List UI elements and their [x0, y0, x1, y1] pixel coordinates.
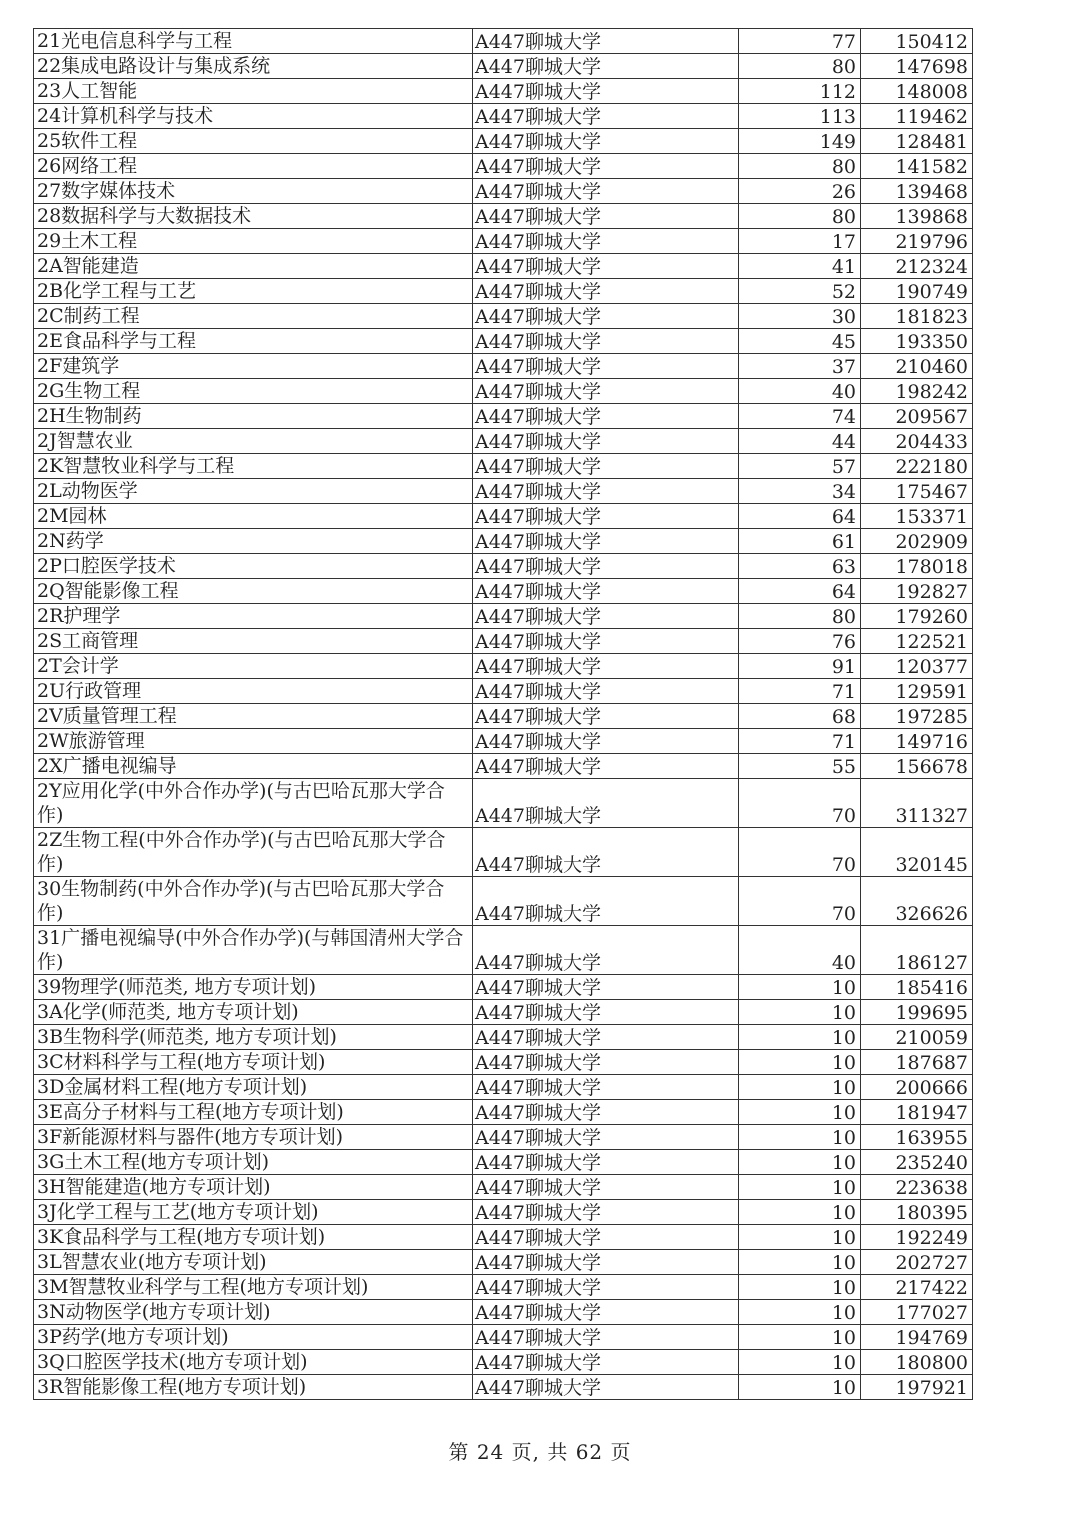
major-cell: 2Y应用化学(中外合作办学)(与古巴哈瓦那大学合作) — [34, 779, 473, 828]
min-rank-cell: 209567 — [861, 404, 973, 429]
plan-count-cell: 68 — [739, 704, 861, 729]
plan-count-cell: 10 — [739, 1200, 861, 1225]
major-cell: 3J化学工程与工艺(地方专项计划) — [34, 1200, 473, 1225]
min-rank-cell: 180800 — [861, 1350, 973, 1375]
min-rank-cell: 129591 — [861, 679, 973, 704]
min-rank-cell: 119462 — [861, 104, 973, 129]
min-rank-cell: 139468 — [861, 179, 973, 204]
plan-count-cell: 10 — [739, 1050, 861, 1075]
plan-count-cell: 44 — [739, 429, 861, 454]
major-cell: 28数据科学与大数据技术 — [34, 204, 473, 229]
school-cell: A447聊城大学 — [473, 1025, 739, 1050]
table-row — [34, 654, 973, 679]
plan-count-cell: 10 — [739, 1325, 861, 1350]
min-rank-cell: 193350 — [861, 329, 973, 354]
school-cell: A447聊城大学 — [473, 454, 739, 479]
min-rank-cell: 181823 — [861, 304, 973, 329]
min-rank-cell: 190749 — [861, 279, 973, 304]
plan-count-cell: 71 — [739, 679, 861, 704]
plan-count-cell: 63 — [739, 554, 861, 579]
table-row — [34, 1075, 973, 1100]
min-rank-cell: 180395 — [861, 1200, 973, 1225]
school-cell: A447聊城大学 — [473, 104, 739, 129]
major-cell: 2M园林 — [34, 504, 473, 529]
table-row — [34, 329, 973, 354]
min-rank-cell: 320145 — [861, 828, 973, 877]
min-rank-cell: 120377 — [861, 654, 973, 679]
plan-count-cell: 41 — [739, 254, 861, 279]
plan-count-cell: 76 — [739, 629, 861, 654]
school-cell: A447聊城大学 — [473, 1000, 739, 1025]
major-cell: 2G生物工程 — [34, 379, 473, 404]
major-cell: 2V质量管理工程 — [34, 704, 473, 729]
school-cell: A447聊城大学 — [473, 679, 739, 704]
plan-count-cell: 55 — [739, 754, 861, 779]
major-cell: 3K食品科学与工程(地方专项计划) — [34, 1225, 473, 1250]
school-cell: A447聊城大学 — [473, 629, 739, 654]
school-cell: A447聊城大学 — [473, 379, 739, 404]
table-row — [34, 1175, 973, 1200]
table-row — [34, 529, 973, 554]
table-row — [34, 1150, 973, 1175]
min-rank-cell: 200666 — [861, 1075, 973, 1100]
table-row — [34, 975, 973, 1000]
min-rank-cell: 149716 — [861, 729, 973, 754]
table-row — [34, 779, 973, 828]
plan-count-cell: 40 — [739, 379, 861, 404]
table-row — [34, 154, 973, 179]
table-row — [34, 1125, 973, 1150]
min-rank-cell: 177027 — [861, 1300, 973, 1325]
plan-count-cell: 80 — [739, 54, 861, 79]
school-cell: A447聊城大学 — [473, 828, 739, 877]
school-cell: A447聊城大学 — [473, 354, 739, 379]
table-row — [34, 704, 973, 729]
min-rank-cell: 204433 — [861, 429, 973, 454]
plan-count-cell: 61 — [739, 529, 861, 554]
table-row — [34, 828, 973, 877]
table-row — [34, 404, 973, 429]
min-rank-cell: 311327 — [861, 779, 973, 828]
min-rank-cell: 150412 — [861, 29, 973, 54]
school-cell: A447聊城大学 — [473, 1350, 739, 1375]
table-row — [34, 1200, 973, 1225]
min-rank-cell: 147698 — [861, 54, 973, 79]
plan-count-cell: 80 — [739, 604, 861, 629]
major-cell: 2Q智能影像工程 — [34, 579, 473, 604]
plan-count-cell: 10 — [739, 1075, 861, 1100]
school-cell: A447聊城大学 — [473, 54, 739, 79]
school-cell: A447聊城大学 — [473, 179, 739, 204]
plan-count-cell: 10 — [739, 1025, 861, 1050]
plan-count-cell: 77 — [739, 29, 861, 54]
plan-count-cell: 113 — [739, 104, 861, 129]
plan-count-cell: 80 — [739, 154, 861, 179]
table-row — [34, 1350, 973, 1375]
min-rank-cell: 139868 — [861, 204, 973, 229]
table-row — [34, 579, 973, 604]
min-rank-cell: 187687 — [861, 1050, 973, 1075]
min-rank-cell: 163955 — [861, 1125, 973, 1150]
major-cell: 2J智慧农业 — [34, 429, 473, 454]
school-cell: A447聊城大学 — [473, 1250, 739, 1275]
min-rank-cell: 202727 — [861, 1250, 973, 1275]
admission-table — [33, 28, 973, 1400]
school-cell: A447聊城大学 — [473, 304, 739, 329]
table-row — [34, 304, 973, 329]
major-cell: 2L动物医学 — [34, 479, 473, 504]
min-rank-cell: 192249 — [861, 1225, 973, 1250]
plan-count-cell: 10 — [739, 1375, 861, 1400]
table-row — [34, 1050, 973, 1075]
school-cell: A447聊城大学 — [473, 79, 739, 104]
major-cell: 2U行政管理 — [34, 679, 473, 704]
plan-count-cell: 80 — [739, 204, 861, 229]
table-row — [34, 504, 973, 529]
min-rank-cell: 153371 — [861, 504, 973, 529]
school-cell: A447聊城大学 — [473, 229, 739, 254]
major-cell: 2T会计学 — [34, 654, 473, 679]
major-cell: 30生物制药(中外合作办学)(与古巴哈瓦那大学合作) — [34, 877, 473, 926]
major-cell: 3L智慧农业(地方专项计划) — [34, 1250, 473, 1275]
table-row — [34, 926, 973, 975]
school-cell: A447聊城大学 — [473, 404, 739, 429]
min-rank-cell: 210059 — [861, 1025, 973, 1050]
major-cell: 3R智能影像工程(地方专项计划) — [34, 1375, 473, 1400]
school-cell: A447聊城大学 — [473, 729, 739, 754]
plan-count-cell: 30 — [739, 304, 861, 329]
plan-count-cell: 26 — [739, 179, 861, 204]
table-row — [34, 354, 973, 379]
major-cell: 3H智能建造(地方专项计划) — [34, 1175, 473, 1200]
plan-count-cell: 34 — [739, 479, 861, 504]
major-cell: 25软件工程 — [34, 129, 473, 154]
school-cell: A447聊城大学 — [473, 1375, 739, 1400]
plan-count-cell: 112 — [739, 79, 861, 104]
table-row — [34, 604, 973, 629]
school-cell: A447聊城大学 — [473, 604, 739, 629]
major-cell: 24计算机科学与技术 — [34, 104, 473, 129]
min-rank-cell: 122521 — [861, 629, 973, 654]
table-row — [34, 254, 973, 279]
major-cell: 2A智能建造 — [34, 254, 473, 279]
school-cell: A447聊城大学 — [473, 779, 739, 828]
major-cell: 21光电信息科学与工程 — [34, 29, 473, 54]
major-cell: 22集成电路设计与集成系统 — [34, 54, 473, 79]
table-row — [34, 79, 973, 104]
plan-count-cell: 71 — [739, 729, 861, 754]
major-cell: 39物理学(师范类, 地方专项计划) — [34, 975, 473, 1000]
min-rank-cell: 212324 — [861, 254, 973, 279]
school-cell: A447聊城大学 — [473, 429, 739, 454]
major-cell: 3G土木工程(地方专项计划) — [34, 1150, 473, 1175]
page-footer: 第 24 页, 共 62 页 — [448, 1440, 632, 1464]
major-cell: 3B生物科学(师范类, 地方专项计划) — [34, 1025, 473, 1050]
plan-count-cell: 64 — [739, 504, 861, 529]
school-cell: A447聊城大学 — [473, 29, 739, 54]
plan-count-cell: 70 — [739, 828, 861, 877]
plan-count-cell: 10 — [739, 1100, 861, 1125]
table-row — [34, 629, 973, 654]
plan-count-cell: 52 — [739, 279, 861, 304]
plan-count-cell: 45 — [739, 329, 861, 354]
plan-count-cell: 70 — [739, 779, 861, 828]
major-cell: 3C材料科学与工程(地方专项计划) — [34, 1050, 473, 1075]
table-row — [34, 454, 973, 479]
table-row — [34, 679, 973, 704]
table-row — [34, 754, 973, 779]
plan-count-cell: 17 — [739, 229, 861, 254]
table-row — [34, 877, 973, 926]
table-row — [34, 29, 973, 54]
major-cell: 2H生物制药 — [34, 404, 473, 429]
major-cell: 2B化学工程与工艺 — [34, 279, 473, 304]
major-cell: 2E食品科学与工程 — [34, 329, 473, 354]
min-rank-cell: 223638 — [861, 1175, 973, 1200]
min-rank-cell: 235240 — [861, 1150, 973, 1175]
school-cell: A447聊城大学 — [473, 1200, 739, 1225]
table-row — [34, 1325, 973, 1350]
min-rank-cell: 175467 — [861, 479, 973, 504]
min-rank-cell: 217422 — [861, 1275, 973, 1300]
major-cell: 2X广播电视编导 — [34, 754, 473, 779]
school-cell: A447聊城大学 — [473, 504, 739, 529]
major-cell: 2F建筑学 — [34, 354, 473, 379]
school-cell: A447聊城大学 — [473, 1075, 739, 1100]
major-cell: 2R护理学 — [34, 604, 473, 629]
table-row — [34, 104, 973, 129]
table-row — [34, 204, 973, 229]
major-cell: 3E高分子材料与工程(地方专项计划) — [34, 1100, 473, 1125]
school-cell: A447聊城大学 — [473, 554, 739, 579]
major-cell: 3A化学(师范类, 地方专项计划) — [34, 1000, 473, 1025]
school-cell: A447聊城大学 — [473, 1275, 739, 1300]
school-cell: A447聊城大学 — [473, 1100, 739, 1125]
table-row — [34, 1275, 973, 1300]
major-cell: 2P口腔医学技术 — [34, 554, 473, 579]
plan-count-cell: 37 — [739, 354, 861, 379]
school-cell: A447聊城大学 — [473, 1150, 739, 1175]
min-rank-cell: 192827 — [861, 579, 973, 604]
table-row — [34, 429, 973, 454]
school-cell: A447聊城大学 — [473, 329, 739, 354]
school-cell: A447聊城大学 — [473, 654, 739, 679]
table-row — [34, 554, 973, 579]
min-rank-cell: 198242 — [861, 379, 973, 404]
min-rank-cell: 178018 — [861, 554, 973, 579]
school-cell: A447聊城大学 — [473, 1125, 739, 1150]
major-cell: 3P药学(地方专项计划) — [34, 1325, 473, 1350]
min-rank-cell: 185416 — [861, 975, 973, 1000]
plan-count-cell: 10 — [739, 1125, 861, 1150]
min-rank-cell: 197921 — [861, 1375, 973, 1400]
major-cell: 2W旅游管理 — [34, 729, 473, 754]
school-cell: A447聊城大学 — [473, 704, 739, 729]
plan-count-cell: 10 — [739, 1275, 861, 1300]
table-row — [34, 1100, 973, 1125]
plan-count-cell: 40 — [739, 926, 861, 975]
major-cell: 3F新能源材料与器件(地方专项计划) — [34, 1125, 473, 1150]
table-row — [34, 729, 973, 754]
plan-count-cell: 10 — [739, 1225, 861, 1250]
min-rank-cell: 210460 — [861, 354, 973, 379]
major-cell: 27数字媒体技术 — [34, 179, 473, 204]
min-rank-cell: 197285 — [861, 704, 973, 729]
min-rank-cell: 156678 — [861, 754, 973, 779]
major-cell: 2C制药工程 — [34, 304, 473, 329]
major-cell: 3M智慧牧业科学与工程(地方专项计划) — [34, 1275, 473, 1300]
admission-table-body — [34, 29, 973, 1400]
table-row — [34, 379, 973, 404]
school-cell: A447聊城大学 — [473, 154, 739, 179]
min-rank-cell: 202909 — [861, 529, 973, 554]
school-cell: A447聊城大学 — [473, 1050, 739, 1075]
min-rank-cell: 179260 — [861, 604, 973, 629]
table-row — [34, 1000, 973, 1025]
school-cell: A447聊城大学 — [473, 1300, 739, 1325]
major-cell: 2N药学 — [34, 529, 473, 554]
min-rank-cell: 194769 — [861, 1325, 973, 1350]
table-row — [34, 1025, 973, 1050]
school-cell: A447聊城大学 — [473, 129, 739, 154]
plan-count-cell: 10 — [739, 1000, 861, 1025]
major-cell: 2K智慧牧业科学与工程 — [34, 454, 473, 479]
school-cell: A447聊城大学 — [473, 975, 739, 1000]
school-cell: A447聊城大学 — [473, 877, 739, 926]
plan-count-cell: 10 — [739, 1150, 861, 1175]
major-cell: 29土木工程 — [34, 229, 473, 254]
major-cell: 2Z生物工程(中外合作办学)(与古巴哈瓦那大学合作) — [34, 828, 473, 877]
major-cell: 2S工商管理 — [34, 629, 473, 654]
plan-count-cell: 64 — [739, 579, 861, 604]
min-rank-cell: 326626 — [861, 877, 973, 926]
min-rank-cell: 219796 — [861, 229, 973, 254]
school-cell: A447聊城大学 — [473, 1225, 739, 1250]
plan-count-cell: 10 — [739, 1250, 861, 1275]
table-row — [34, 1250, 973, 1275]
major-cell: 3D金属材料工程(地方专项计划) — [34, 1075, 473, 1100]
plan-count-cell: 10 — [739, 1300, 861, 1325]
school-cell: A447聊城大学 — [473, 579, 739, 604]
min-rank-cell: 181947 — [861, 1100, 973, 1125]
table-row — [34, 179, 973, 204]
major-cell: 3N动物医学(地方专项计划) — [34, 1300, 473, 1325]
major-cell: 23人工智能 — [34, 79, 473, 104]
school-cell: A447聊城大学 — [473, 926, 739, 975]
table-row — [34, 479, 973, 504]
major-cell: 31广播电视编导(中外合作办学)(与韩国清州大学合作) — [34, 926, 473, 975]
school-cell: A447聊城大学 — [473, 279, 739, 304]
plan-count-cell: 149 — [739, 129, 861, 154]
plan-count-cell: 70 — [739, 877, 861, 926]
table-row — [34, 54, 973, 79]
table-row — [34, 1225, 973, 1250]
plan-count-cell: 57 — [739, 454, 861, 479]
min-rank-cell: 186127 — [861, 926, 973, 975]
plan-count-cell: 10 — [739, 1350, 861, 1375]
school-cell: A447聊城大学 — [473, 479, 739, 504]
table-row — [34, 1375, 973, 1400]
min-rank-cell: 141582 — [861, 154, 973, 179]
min-rank-cell: 199695 — [861, 1000, 973, 1025]
school-cell: A447聊城大学 — [473, 204, 739, 229]
plan-count-cell: 91 — [739, 654, 861, 679]
school-cell: A447聊城大学 — [473, 254, 739, 279]
min-rank-cell: 148008 — [861, 79, 973, 104]
school-cell: A447聊城大学 — [473, 1325, 739, 1350]
school-cell: A447聊城大学 — [473, 754, 739, 779]
school-cell: A447聊城大学 — [473, 1175, 739, 1200]
table-row — [34, 1300, 973, 1325]
min-rank-cell: 128481 — [861, 129, 973, 154]
plan-count-cell: 10 — [739, 1175, 861, 1200]
major-cell: 3Q口腔医学技术(地方专项计划) — [34, 1350, 473, 1375]
min-rank-cell: 222180 — [861, 454, 973, 479]
major-cell: 26网络工程 — [34, 154, 473, 179]
table-row — [34, 229, 973, 254]
table-row — [34, 279, 973, 304]
plan-count-cell: 74 — [739, 404, 861, 429]
plan-count-cell: 10 — [739, 975, 861, 1000]
table-row — [34, 129, 973, 154]
school-cell: A447聊城大学 — [473, 529, 739, 554]
